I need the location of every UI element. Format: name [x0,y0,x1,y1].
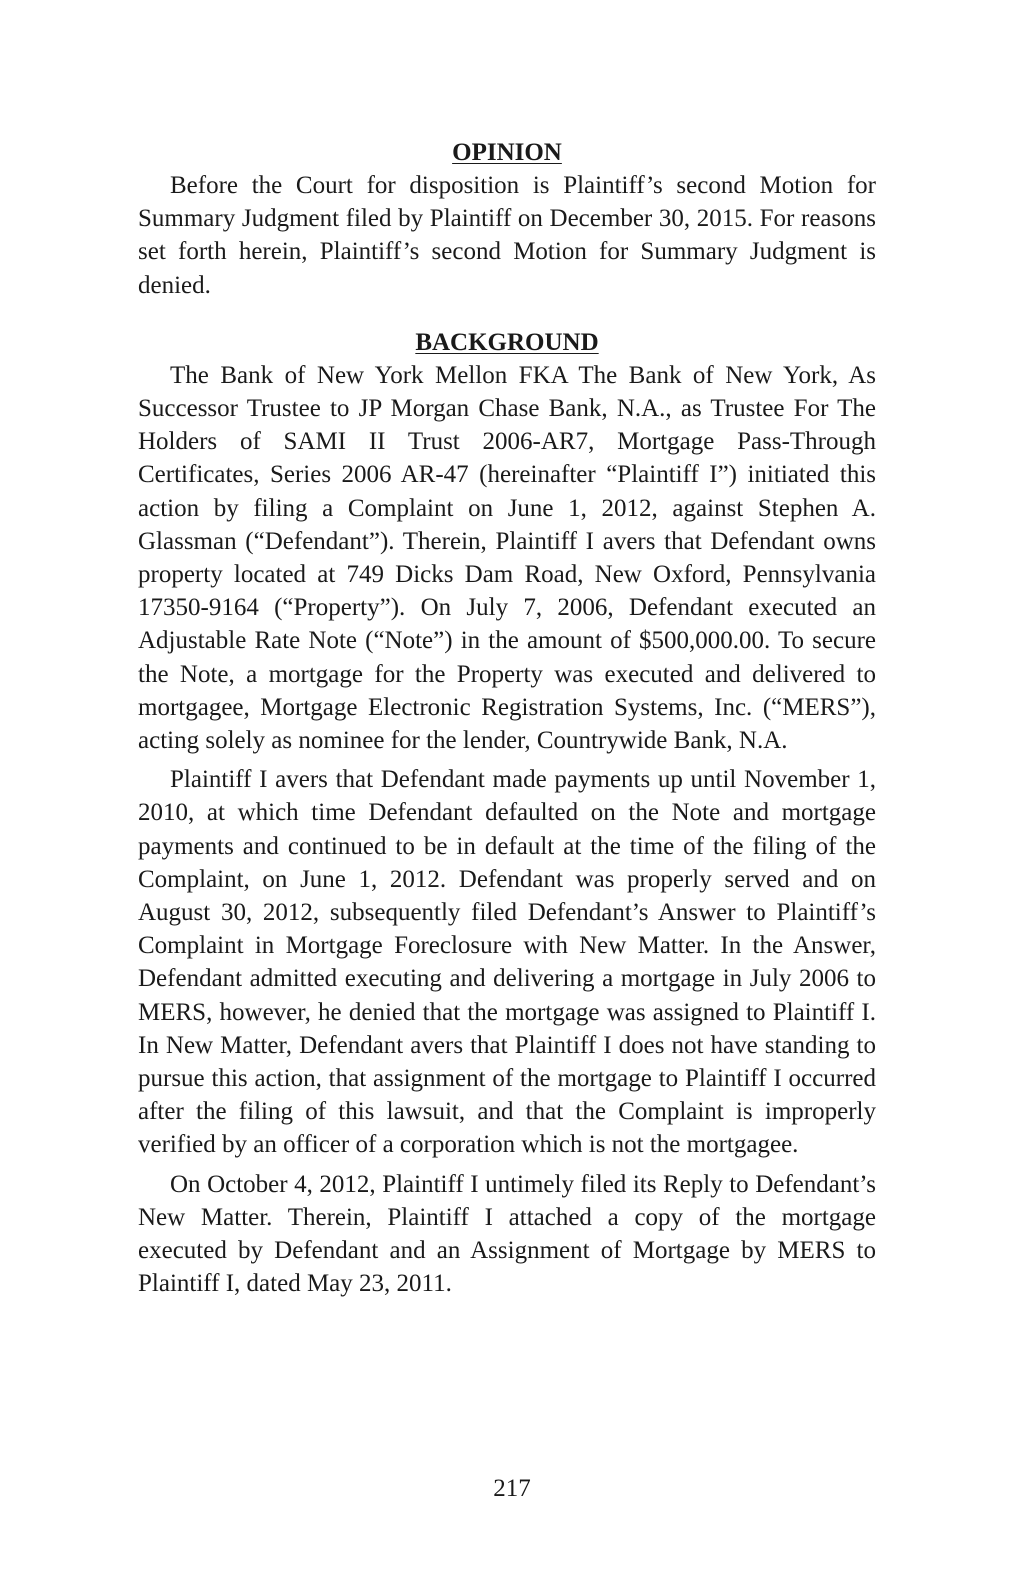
section-heading-background: BACKGROUND [415,328,599,356]
opinion-paragraph-1: Before the Court for disposition is Plaintiff’s second Motion for Summary Judgment filed by Plaintiff on December 30, 2015. For reasons set forth herein, Plaintiff’s second Motion for Summary Judgment is denied. [138,172,876,299]
document-page [138,132,876,1301]
background-paragraph-1: The Bank of New York Mellon FKA The Bank of New York, As Successor Trustee to JP Morgan Chase Bank, N.A., as Trustee For The Holders of SAMI II Trust 2006-AR7, Mortgage Pass-Through Certificates, Series 2006 AR-47 (hereinafter “Plaintiff I”) initiated this action by filing a Complaint on June 1, 2012, against Stephen A. Glassman (“Defendant”). Therein, Plaintiff I avers that Defendant owns property located at 749 Dicks Dam Road, New Oxford, Pennsylvania 17350-9164 (“Property”). On July 7, 2006, Defendant executed an Adjustable Rate Note (“Note”) in the amount of $500,000.00. To secure the Note, a mortgage for the Property was executed and delivered to mortgagee, Mortgage Electronic Registration Systems, Inc. (“MERS”), acting solely as nominee for the lender, Countrywide Bank, N.A. [138,361,876,755]
page-number: 217 [493,1475,531,1502]
section-heading-opinion: OPINION [452,139,562,166]
background-paragraph-3: On October 4, 2012, Plaintiff I untimely filed its Reply to Defendant’s New Matter. Therein, Plaintiff I attached a copy of the mortgage executed by Defendant and an Assignment of Mortgage by MERS to Plaintiff I, dated May 23, 2011. [138,1170,876,1298]
background-paragraph-2: Plaintiff I avers that Defendant made payments up until November 1, 2010, at which time Defendant defaulted on the Note and mortgage payments and continued to be in default at the time of the filing of the Complaint, on June 1, 2012. Defendant was properly served and on August 30, 2012, subsequently filed Defendant’s Answer to Plaintiff’s Complaint in Mortgage Foreclosure with New Matter. In the Answer, Defendant admitted executing and delivering a mortgage in July 2006 to MERS, however, he denied that the mortgage was assigned to Plaintiff I. In New Matter, Defendant avers that Plaintiff I does not have standing to pursue this action, that assignment of the mortgage to Plaintiff I occurred after the filing of this lawsuit, and that the Complaint is improperly verified by an officer of a corporation which is not the mortgagee. [138,766,876,1159]
